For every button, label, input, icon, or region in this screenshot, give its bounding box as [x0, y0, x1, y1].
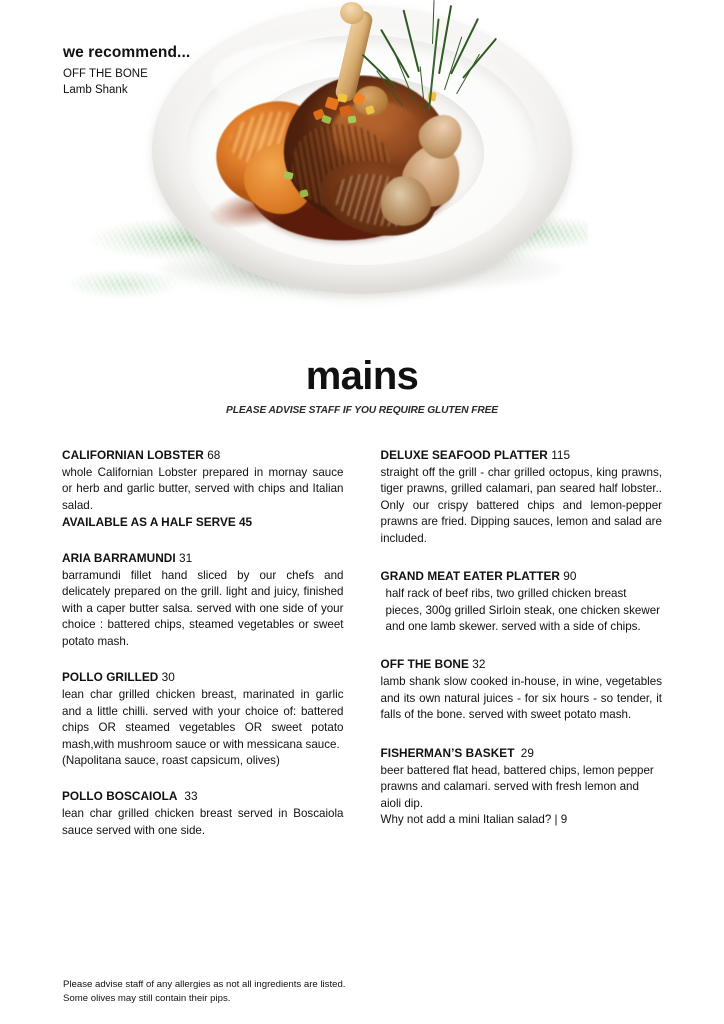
menu-item	[381, 569, 663, 635]
footer-line-olives: Some olives may still contain their pips.	[63, 992, 231, 1004]
menu-item-heading	[381, 746, 663, 762]
menu-column-right	[381, 448, 663, 859]
menu-item-description: lamb shank slow cooked in-house, in wine, vegetables and its own natural juices - for six hours - so tender, it falls of the bone. served with sweet potato mash.	[380, 675, 662, 722]
menu-columns	[62, 448, 662, 859]
page-title: mains	[305, 354, 419, 398]
menu-item-heading	[381, 448, 663, 464]
recommended-dish-subtitle: Lamb Shank	[63, 83, 128, 96]
dill-frond-4	[450, 18, 479, 74]
diced-vegetable-green-2	[348, 115, 357, 123]
menu-item-name: POLLO BOSCAIOLA	[62, 789, 178, 804]
dill-frond-2	[403, 10, 420, 72]
gluten-free-notice: PLEASE ADVISE STAFF IF YOU REQUIRE GLUTEN FREE	[226, 405, 498, 416]
dill-stem	[428, 18, 440, 110]
menu-item-description: beer battered flat head, battered chips, lemon pepper prawns and calamari. served with fresh lemon and aioli dip.	[380, 763, 654, 810]
footer-line-allergies: Please advise staff of any allergies as not all ingredients are listed.	[63, 979, 346, 990]
menu-item-description: half rack of beef ribs, two grilled chicken breast pieces, 300g grilled Sirloin steak, one chicken skewer and one lamb skewer. served with a side of chips.	[385, 587, 661, 634]
menu-item-description: straight off the grill - char grilled octopus, king prawns, tiger prawns, grilled calamari, pan seared half lobster.. Only our crispy battered chips and lemon-pepper prawns are fried. Dipping sauces, lemon and salad are included.	[380, 465, 662, 545]
menu-item-name: POLLO GRILLED	[62, 670, 159, 685]
menu-item-price: 90	[563, 569, 577, 584]
menu-item-heading	[62, 789, 344, 805]
menu-item-price: 31	[179, 551, 193, 566]
dill-frond-7	[432, 0, 435, 44]
menu-item-heading	[62, 448, 344, 464]
dill-garnish	[378, 0, 486, 112]
diced-vegetable-yellow-1	[337, 93, 347, 103]
menu-item-name: ARIA BARRAMUNDI	[62, 551, 176, 566]
dill-frond-9	[392, 48, 415, 102]
menu-item-price: 32	[472, 657, 486, 672]
section-header	[0, 356, 724, 416]
menu-item-price: 33	[184, 789, 198, 804]
menu-item-name: FISHERMAN’S BASKET	[380, 745, 515, 760]
menu-item-description: whole Californian Lobster prepared in mornay sauce or herb and garlic butter, served with chips and Italian salad.	[62, 465, 344, 512]
menu-item-note: Why not add a mini Italian salad? | 9	[380, 813, 568, 827]
dill-frond-11	[456, 54, 480, 94]
menu-item	[62, 551, 344, 650]
menu-item-heading	[62, 670, 344, 686]
menu-item	[62, 448, 344, 531]
we-recommend-title: we recommend...	[63, 44, 191, 61]
menu-item-price: 115	[551, 448, 571, 462]
recommended-dish-name: OFF THE BONE	[63, 68, 148, 81]
menu-item-name: CALIFORNIAN LOBSTER	[62, 448, 204, 462]
footer-disclaimer	[63, 978, 493, 1005]
hero-section	[0, 0, 724, 345]
menu-item-price: 29	[520, 745, 535, 760]
menu-item	[381, 448, 663, 547]
menu-item-half-serve: AVAILABLE AS A HALF SERVE 45	[62, 515, 253, 530]
menu-item-note: (Napolitana sauce, roast capsicum, olives)	[62, 753, 280, 767]
menu-item	[381, 657, 663, 723]
menu-item-heading	[381, 569, 663, 585]
menu-item-price: 68	[207, 448, 221, 462]
menu-item-name: OFF THE BONE	[380, 657, 469, 672]
menu-item-name: GRAND MEAT EATER PLATTER	[380, 569, 560, 584]
dill-frond-10	[376, 70, 403, 106]
menu-item-description: lean char grilled chicken breast served in Boscaiola sauce served with one side.	[62, 807, 344, 837]
dill-frond-3	[438, 5, 452, 74]
menu-item-price: 30	[161, 670, 175, 685]
dill-frond-8	[444, 37, 463, 91]
menu-item-description: barramundi fillet hand sliced by our chefs and delicately prepared on the grill. light and juicy, finished with a caper butter salsa. served with one side of your choice : battered chips, steamed vegetables or sweet potato mash.	[62, 568, 344, 648]
menu-item	[62, 789, 344, 839]
we-recommend-block	[63, 44, 190, 99]
menu-item-heading	[381, 657, 663, 673]
menu-item	[381, 746, 663, 829]
menu-item	[62, 670, 344, 769]
menu-item-description: lean char grilled chicken breast, marinated in garlic and a little chilli. served with your choice of: battered chips OR steamed vegetables OR sweet potato mash,with mushroom sauce or with messicana sauce.	[62, 688, 344, 751]
menu-item-heading	[62, 551, 344, 567]
menu-item-name: DELUXE SEAFOOD PLATTER	[380, 448, 548, 462]
dill-frond-12	[420, 66, 426, 108]
menu-column-left	[62, 448, 344, 859]
